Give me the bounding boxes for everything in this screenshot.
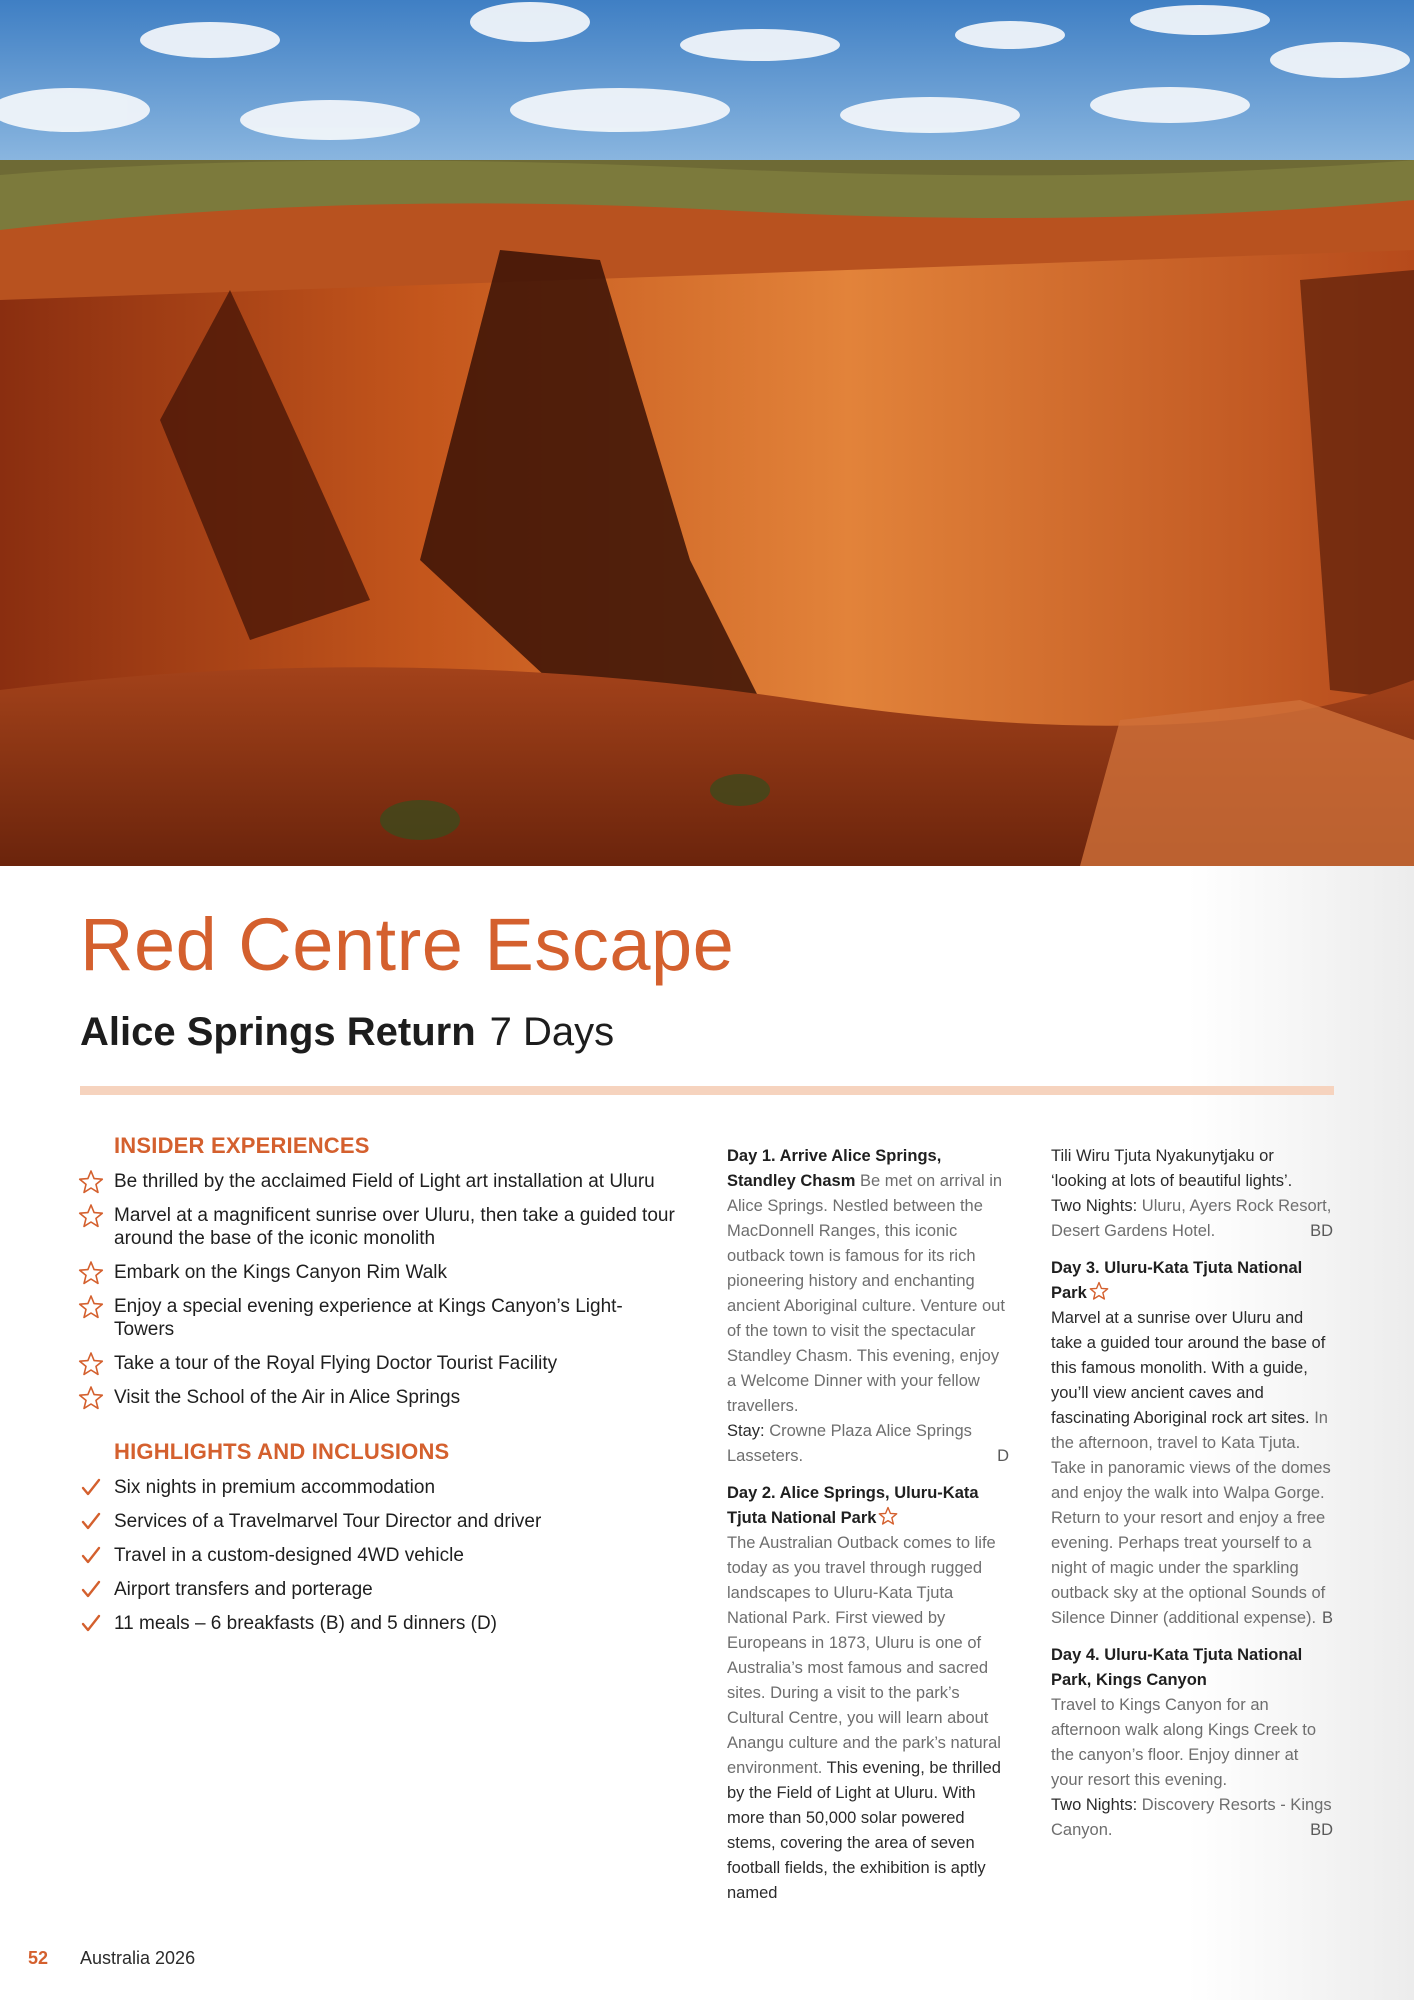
star-outline-icon	[78, 1169, 104, 1195]
star-outline-icon	[878, 1506, 898, 1526]
star-outline-icon	[78, 1260, 104, 1286]
itinerary-day-1	[727, 1144, 1009, 1469]
day-heading: Day 3. Uluru-Kata Tjuta National Park	[1051, 1259, 1303, 1302]
divider-rule	[80, 1086, 1334, 1095]
star-outline-icon	[78, 1385, 104, 1411]
itinerary-day-2	[727, 1481, 1009, 1906]
day-body-highlight: Marvel at a sunrise over Uluru and take a guided tour around the base of this famous monolith. With a guide, you’ll view ancient caves and fascinating Aboriginal rock art sites.	[1051, 1309, 1326, 1427]
stay-value: Uluru, Ayers Rock Resort, Desert Gardens Hotel.	[1051, 1197, 1332, 1240]
list-item: Take a tour of the Royal Flying Doctor Tourist Facility	[78, 1352, 698, 1375]
day-heading: Day 4. Uluru-Kata Tjuta National Park, Kings Canyon	[1051, 1646, 1303, 1689]
day-body: In the afternoon, travel to Kata Tjuta. Take in panoramic views of the domes and enjoy the walk into Walpa Gorge. Return to your resort and enjoy a free evening. Perhaps treat yourself to a night of magic under the sparkling outback sky at the optional Sounds of Silence Dinner (additional expense).	[1051, 1409, 1331, 1627]
meal-code: B	[1321, 1609, 1333, 1627]
itinerary-day-4	[1051, 1643, 1333, 1843]
checkmark-icon	[78, 1475, 104, 1501]
list-item: Six nights in premium accommodation	[78, 1476, 698, 1499]
star-outline-icon	[78, 1203, 104, 1229]
checkmark-icon	[78, 1611, 104, 1637]
list-item: Be thrilled by the acclaimed Field of Light art installation at Uluru	[78, 1170, 698, 1193]
day-body: Travel to Kings Canyon for an afternoon walk along Kings Creek to the canyon’s floor. Enjoy dinner at your resort this evening.	[1051, 1696, 1317, 1789]
meal-code: BD	[1310, 1821, 1333, 1839]
list-item: Visit the School of the Air in Alice Springs	[78, 1386, 698, 1409]
list-item: Marvel at a magnificent sunrise over Uluru, then take a guided tour around the base of the iconic monolith	[78, 1204, 698, 1250]
meal-code: BD	[1310, 1222, 1333, 1240]
day-body-highlight: This evening, be thrilled by the Field of Light at Uluru. With more than 50,000 solar powered stems, covering the area of seven football fields, the exhibition is aptly named	[727, 1759, 1001, 1902]
page-number: 52	[28, 1948, 49, 1968]
stay-value: Discovery Resorts - Kings Canyon.	[1051, 1796, 1332, 1839]
day-body: Be met on arrival in Alice Springs. Nestled between the MacDonnell Ranges, this iconic outback town is famous for its rich pioneering history and enchanting ancient Aboriginal culture. Venture out of the town to visit the spectacular Standley Chasm. This evening, enjoy a Welcome Dinner with your fellow travellers.	[727, 1172, 1005, 1415]
list-item: Services of a Travelmarvel Tour Director and driver	[78, 1510, 698, 1533]
stay-value: Crowne Plaza Alice Springs Lasseters.	[727, 1422, 972, 1465]
stay-label: Two Nights:	[1051, 1197, 1138, 1215]
list-item: Airport transfers and porterage	[78, 1578, 698, 1601]
itinerary-column-2	[1051, 1144, 1333, 1855]
list-item: Enjoy a special evening experience at Kings Canyon’s Light-Towers	[78, 1295, 634, 1341]
star-outline-icon	[78, 1294, 104, 1320]
insider-experiences-heading: INSIDER EXPERIENCES	[114, 1133, 370, 1158]
list-item: 11 meals – 6 breakfasts (B) and 5 dinners (D)	[78, 1612, 698, 1635]
stay-label: Stay:	[727, 1422, 765, 1440]
checkmark-icon	[78, 1577, 104, 1603]
tour-duration: 7 Days	[489, 1010, 615, 1054]
list-item: Travel in a custom-designed 4WD vehicle	[78, 1544, 698, 1567]
highlights-list	[78, 1476, 698, 1646]
star-outline-icon	[1089, 1281, 1109, 1301]
publication-name: Australia 2026	[80, 1948, 196, 1968]
star-outline-icon	[78, 1351, 104, 1377]
checkmark-icon	[78, 1509, 104, 1535]
insider-experiences-list	[78, 1170, 698, 1420]
page-title: Red Centre Escape	[80, 903, 735, 986]
itinerary-day-3	[1051, 1256, 1333, 1631]
meal-code: D	[997, 1447, 1009, 1465]
checkmark-icon	[78, 1543, 104, 1569]
hero-photo-kings-canyon	[0, 0, 1414, 866]
itinerary-column-1	[727, 1144, 1009, 1918]
list-item: Embark on the Kings Canyon Rim Walk	[78, 1261, 698, 1284]
tour-route: Alice Springs Return	[80, 1010, 476, 1054]
itinerary-day-2-continued	[1051, 1144, 1333, 1244]
day-body: The Australian Outback comes to life today as you travel through rugged landscapes to Uluru-Kata Tjuta National Park. First viewed by Europeans in 1873, Uluru is one of Australia’s most famous and sacred sites. During a visit to the park’s Cultural Centre, you will learn about Anangu culture and the park’s natural environment.	[727, 1534, 1001, 1777]
tour-subtitle	[80, 1012, 614, 1052]
stay-label: Two Nights:	[1051, 1796, 1138, 1814]
day-body-continued: Tili Wiru Tjuta Nyakunytjaku or ‘looking at lots of beautiful lights’.	[1051, 1147, 1293, 1190]
highlights-heading: HIGHLIGHTS AND INCLUSIONS	[114, 1439, 450, 1464]
day-heading: Day 2. Alice Springs, Uluru-Kata Tjuta National Park	[727, 1484, 979, 1527]
day-heading: Day 1. Arrive Alice Springs, Standley Chasm	[727, 1147, 942, 1190]
